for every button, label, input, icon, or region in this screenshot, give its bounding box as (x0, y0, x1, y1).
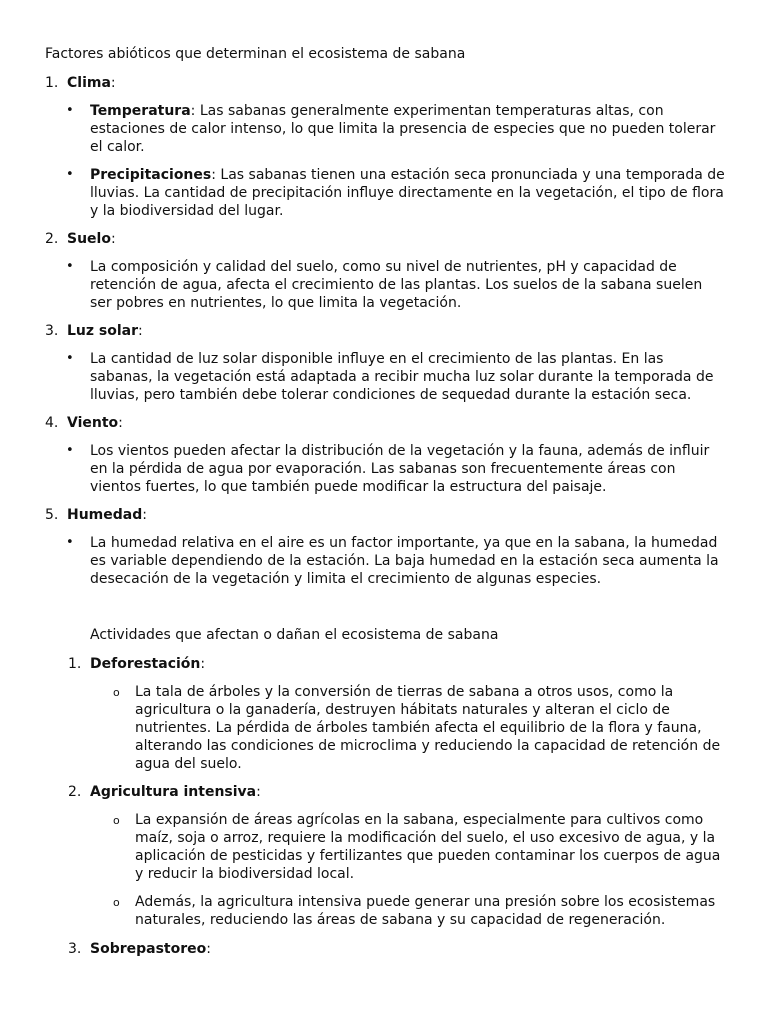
document-title: Factores abióticos que determinan el ecosistema de sabana (45, 46, 466, 62)
list-number: 4. (45, 415, 59, 431)
factor-suelo (45, 230, 735, 248)
bullet-dot-icon: • (66, 535, 74, 550)
bullet-circle-icon: o (113, 686, 120, 699)
list-item (113, 811, 725, 883)
factor-heading: Clima: (67, 75, 116, 91)
activity-heading: Sobrepastoreo: (90, 941, 211, 957)
list-number: 3. (45, 323, 59, 339)
bullet-dot-icon: • (66, 443, 74, 458)
bullet-circle-icon: o (113, 896, 120, 909)
list-item (66, 442, 725, 496)
bullet-dot-icon: • (66, 351, 74, 366)
factor-humedad (45, 506, 735, 524)
factor-clima (45, 74, 735, 92)
list-item (113, 683, 725, 773)
bullet-text: Los vientos pueden afectar la distribución de la vegetación y la fauna, además de influir en la pérdida de agua por evaporación. Las sabanas son frecuentemente áreas con vientos fuertes, lo que también puede modificar la estructura del paisaje. (90, 443, 710, 495)
list-item (113, 893, 725, 929)
activity-agricultura-intensiva (68, 783, 728, 801)
list-number: 3. (68, 941, 82, 957)
activity-sobrepastoreo (68, 940, 728, 958)
bullet-circle-icon: o (113, 814, 120, 827)
list-number: 2. (45, 231, 59, 247)
list-item (66, 102, 725, 156)
list-item (66, 166, 725, 220)
list-item (66, 350, 725, 404)
factor-luz-solar (45, 322, 735, 340)
bullet-text: La tala de árboles y la conversión de tierras de sabana a otros usos, como la agricultura o la ganadería, destruyen hábitats naturales y alteran el ciclo de nutrientes. La pérdida de árboles también afecta el equilibrio de la flora y fauna, alterando las condiciones de microclima y reduciendo la capacidad de retención de agua del suelo. (135, 684, 721, 772)
list-number: 1. (68, 656, 82, 672)
bullet-text: Además, la agricultura intensiva puede generar una presión sobre los ecosistemas naturales, reduciendo las áreas de sabana y su capacidad de regeneración. (135, 894, 716, 928)
bullet-dot-icon: • (66, 167, 74, 182)
list-item (66, 258, 725, 312)
factor-heading: Humedad: (67, 507, 147, 523)
factor-heading: Viento: (67, 415, 123, 431)
activity-heading: Agricultura intensiva: (90, 784, 261, 800)
activity-heading: Deforestación: (90, 656, 206, 672)
activity-deforestacion (68, 655, 728, 673)
list-number: 5. (45, 507, 59, 523)
bullet-text: Temperatura: Las sabanas generalmente experimentan temperaturas altas, con estaciones de calor intenso, lo que limita la presencia de especies que no pueden tolerar el calor. (90, 103, 716, 155)
bullet-text: La humedad relativa en el aire es un factor importante, ya que en la sabana, la humedad es variable dependiendo de la estación. La baja humedad en la estación seca aumenta la desecación de la vegetación y limita el crecimiento de algunas especies. (90, 535, 719, 587)
bullet-dot-icon: • (66, 259, 74, 274)
bullet-text: La composición y calidad del suelo, como su nivel de nutrientes, pH y capacidad de retención de agua, afecta el crecimiento de las plantas. Los suelos de la sabana suelen ser pobres en nutrientes, lo que limita la vegetación. (90, 259, 703, 311)
list-number: 2. (68, 784, 82, 800)
section-title: Actividades que afectan o dañan el ecosistema de sabana (90, 627, 499, 643)
list-number: 1. (45, 75, 59, 91)
bullet-text: Precipitaciones: Las sabanas tienen una estación seca pronunciada y una temporada de lluvias. La cantidad de precipitación influye directamente en la vegetación, el tipo de flora y la biodiversidad del lugar. (90, 167, 725, 219)
bullet-text: La cantidad de luz solar disponible influye en el crecimiento de las plantas. En las sabanas, la vegetación está adaptada a recibir mucha luz solar durante la temporada de lluvias, pero también debe tolerar condiciones de sequedad durante la estación seca. (90, 351, 714, 403)
factor-heading: Suelo: (67, 231, 116, 247)
list-item (66, 534, 725, 588)
factor-heading: Luz solar: (67, 323, 143, 339)
bullet-text: La expansión de áreas agrícolas en la sabana, especialmente para cultivos como maíz, soja o arroz, requiere la modificación del suelo, el uso excesivo de agua, y la aplicación de pesticidas y fertilizantes que pueden contaminar los cuerpos de agua y reducir la biodiversidad local. (135, 812, 721, 882)
bullet-dot-icon: • (66, 103, 74, 118)
factor-viento (45, 414, 735, 432)
